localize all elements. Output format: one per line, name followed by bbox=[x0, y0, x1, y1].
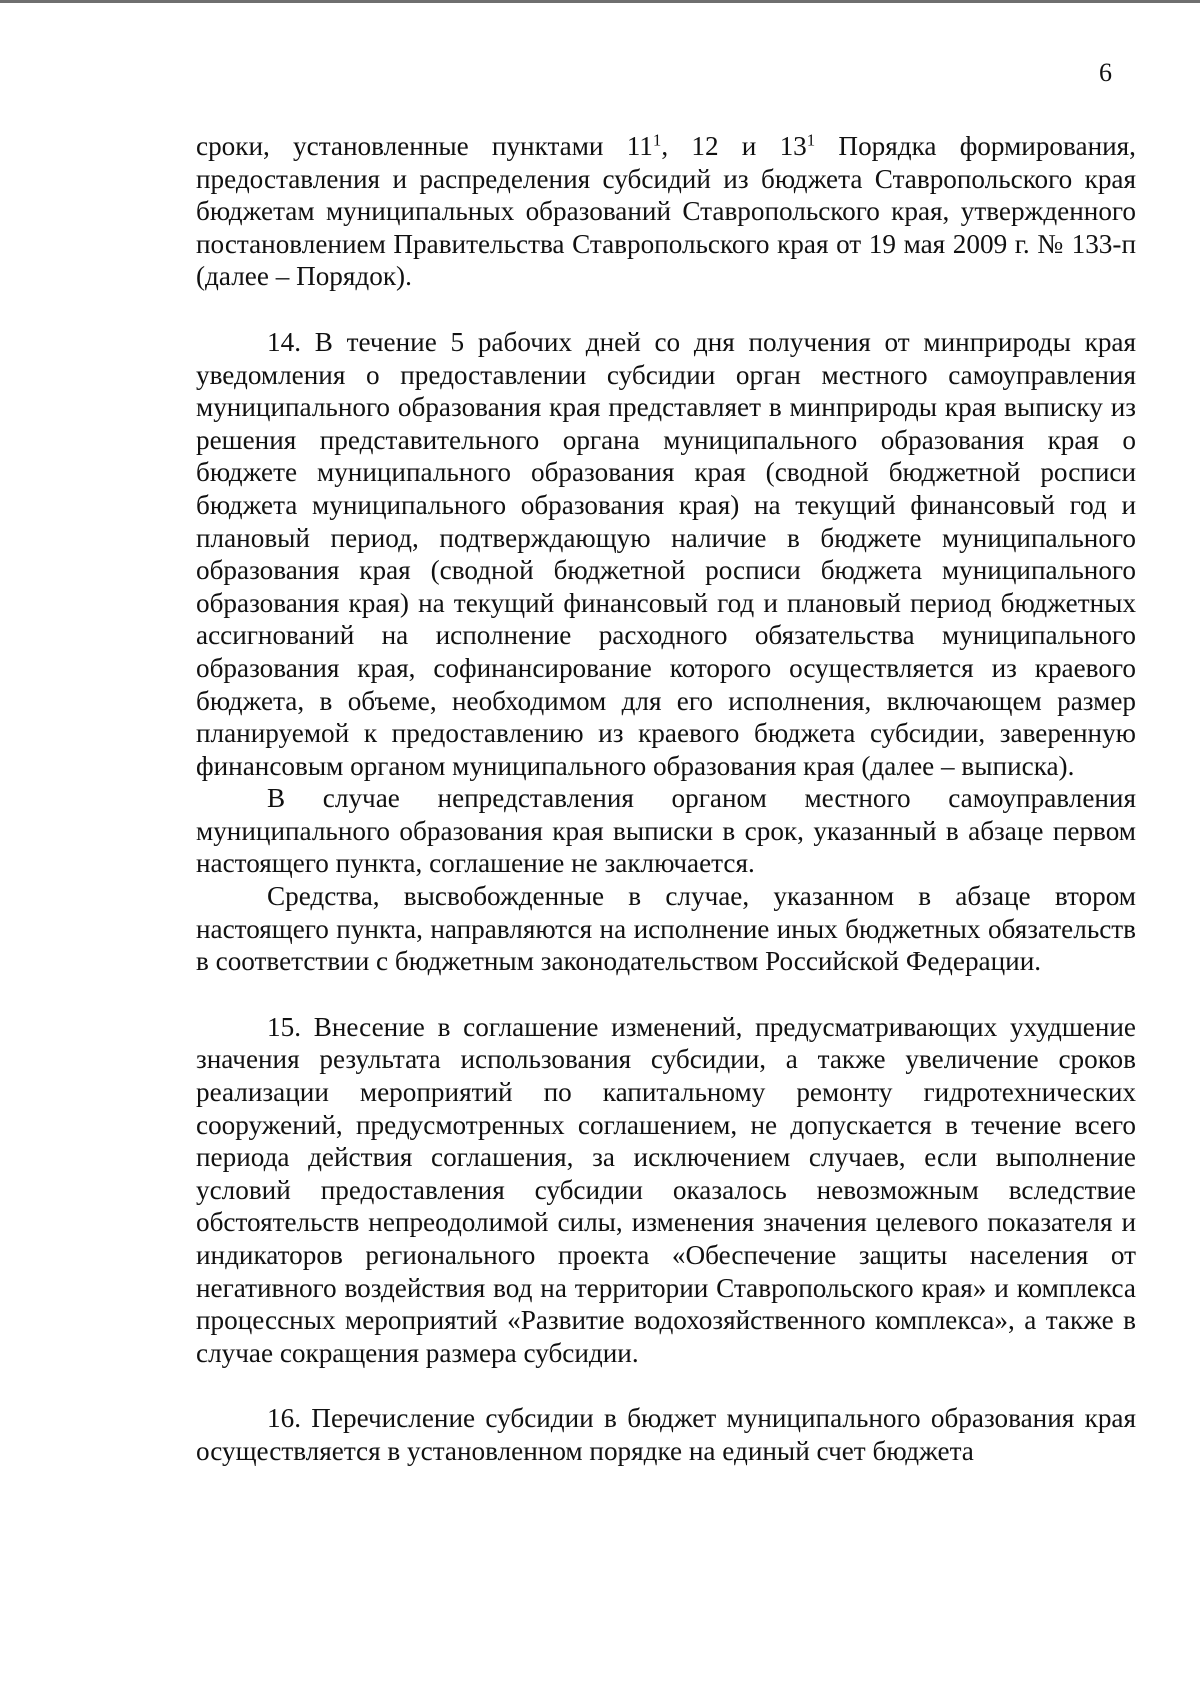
paragraph-text: Порядка формирования, предоставления и распределения субсидий из бюджета Ставропольского края бюджетам муниципальных образований Ставропольского края, утвержденного постановлением Правительства Ставропольского края от 19 мая 2009 г. № 133-п (далее – Порядок). bbox=[196, 131, 1136, 292]
paragraph-14-third: Средства, высвобожденные в случае, указанном в абзаце втором настоящего пункта, направляются на исполнение иных бюджетных обязательств в соответствии с бюджетным законодательством Российской Федерации. bbox=[196, 881, 1136, 977]
paragraph-continuation bbox=[196, 130, 1136, 293]
page-number: 6 bbox=[1099, 58, 1112, 87]
paragraph-15: 15. Внесение в соглашение изменений, предусматривающих ухудшение значения результата использования субсидии, а также увеличение сроков реализации мероприятий по капитальному ремонту гидротехнических сооружений, предусмотренных соглашением, не допускается в течение всего периода действия соглашения, за исключением случаев, если выполнение условий предоставления субсидии оказалось невозможным вследствие обстоятельств непреодолимой силы, изменения значения целевого показателя и индикаторов регионального проекта «Обеспечение защиты населения от негативного воздействия вод на территории Ставропольского края» и комплекса процессных мероприятий «Развитие водохозяйственного комплекса», а также в случае сокращения размера субсидии. bbox=[196, 1011, 1136, 1368]
clause-number: 11 bbox=[626, 131, 653, 161]
document-body bbox=[196, 130, 1136, 1468]
superscript: 1 bbox=[806, 130, 816, 150]
paragraph-14-second: В случае непредставления органом местного самоуправления муниципального образования края выписки в срок, указанный в абзаце первом настоящего пункта, соглашение не заключается. bbox=[196, 783, 1136, 879]
superscript: 1 bbox=[652, 130, 662, 150]
paragraph-text: сроки, установленные пунктами bbox=[196, 131, 627, 161]
paragraph-14: 14. В течение 5 рабочих дней со дня получения от минприроды края уведомления о предоставлении субсидии орган местного самоуправления муниципального образования края представляет в минприроды края выписку из решения представительного органа муниципального образования края о бюджете муниципального образования края (сводной бюджетной росписи бюджета муниципального образования края) на текущий финансовый год и плановый период, подтверждающую наличие в бюджете муниципального образования края (сводной бюджетной росписи бюджета муниципального образования края) на текущий финансовый год и плановый период бюджетных ассигнований на исполнение расходного обязательства муниципального образования края, софинансирование которого осуществляется из краевого бюджета, в объеме, необходимом для его исполнения, включающем размер планируемой к предоставлению из краевого бюджета субсидии, заверенную финансовым органом муниципального образования края (далее – выписка). bbox=[196, 326, 1136, 781]
clause-number: 13 bbox=[779, 131, 807, 161]
paragraph-16: 16. Перечисление субсидии в бюджет муниципального образования края осуществляется в установленном порядке на единый счет бюджета bbox=[196, 1403, 1136, 1466]
paragraph-text: , 12 и bbox=[661, 131, 780, 161]
page-top-edge bbox=[0, 0, 1200, 3]
